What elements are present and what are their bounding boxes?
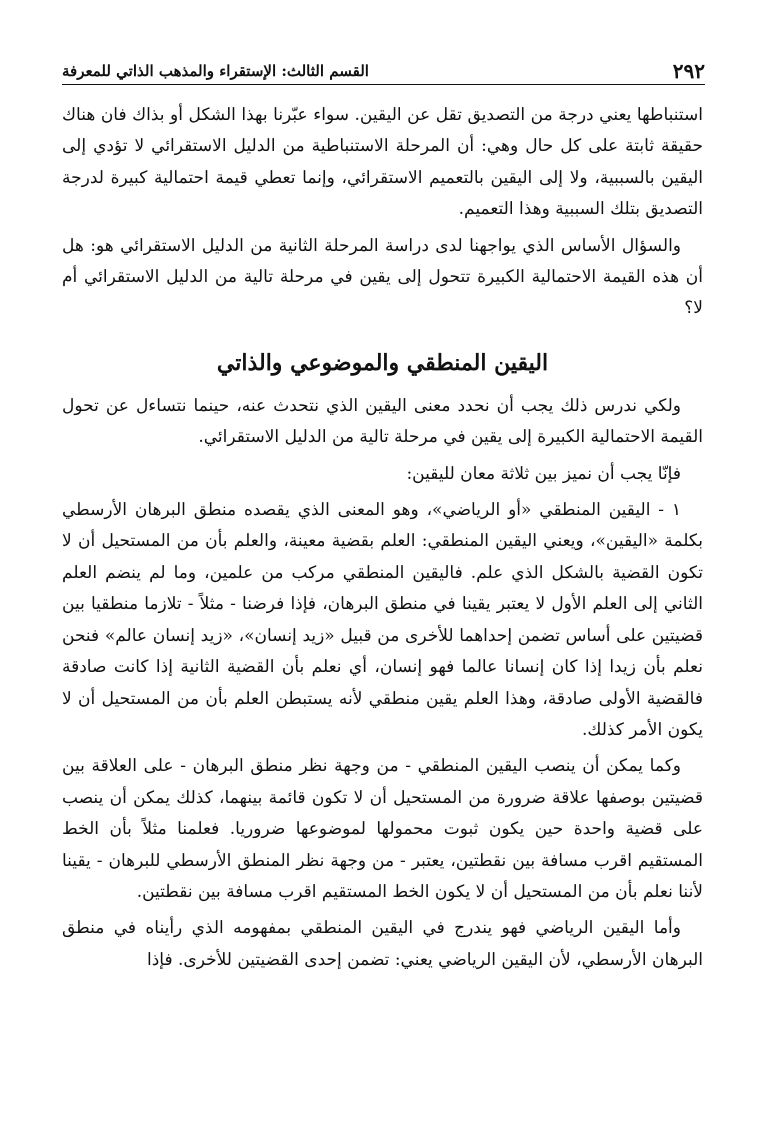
paragraph-7: وأما اليقين الرياضي فهو يندرج في اليقين المنطقي بمفهومه الذي رأيناه في منطق البرهان الأرسطي، لأن اليقين الرياضي يعني: تضمن إحدى القضيتين للأخرى. فإذا <box>62 918 703 970</box>
page-number: ٢٩٢ <box>672 59 705 83</box>
paragraph-6: وكما يمكن أن ينصب اليقين المنطقي - من وجهة نظر منطق البرهان - على العلاقة بين قضيتين بوصفها علاقة ضرورة من المستحيل أن لا تكون قائمة بينهما، كذلك يمكن أن ينصب على قضية واحدة حين يكون ثبوت محمولها لموضوعها ضروريا. فعلمنا مثلاً بأن الخط المستقيم اقرب مسافة بين نقطتين، يعتبر - من وجهة نظر المنطق الأرسطي للبرهان - يقينا لأننا نعلم بأن من المستحيل أن لا يكون الخط المستقيم اقرب مسافة بين نقطتين. <box>62 756 703 902</box>
paragraph-1: استنباطها يعني درجة من التصديق تقل عن اليقين. سواء عبّرنا بهذا الشكل أو بذاك فان هناك حقيقة ثابتة على كل حال وهي: أن المرحلة الاستنباطية من الدليل الاستقرائي لا تؤدي إلى اليقين بالسببية، ولا إلى اليقين بالتعميم الاستقرائي، وإنما تعطي قيمة احتمالية كبيرة لدرجة التصديق بتلك السببية وهذا التعميم. <box>62 105 703 220</box>
page-body <box>62 100 703 981</box>
paragraph-5: ١ - اليقين المنطقي «أو الرياضي»، وهو المعنى الذي يقصده منطق البرهان الأرسطي بكلمة «اليقين»، ويعني اليقين المنطقي: العلم بقضية معينة، والعلم بأن من المستحيل أن لا تكون القضية بالشكل الذي علم. فاليقين المنطقي مركب من علمين، وما لم ينضم العلم الثاني إلى العلم الأول لا يعتبر يقينا في منطق البرهان، فإذا فرضنا - مثلاً - تلازما منطقيا بين قضيتين على أساس تضمن إحداهما للأخرى من قبيل «زيد إنسان»، «زيد إنسان عالم» فنحن نعلم بأن زيدا إذا كان إنسانا عالما فهو إنسان، أي نعلم بأن القضية الثانية إذا كانت صادقة فالقضية الأولى صادقة، وهذا العلم يقين منطقي لأنه يستبطن العلم بأن من المستحيل أن لا يكون الأمر كذلك. <box>62 500 703 740</box>
section-heading: اليقين المنطقي والموضوعي والذاتي <box>216 349 549 376</box>
paragraph-3: ولكي ندرس ذلك يجب أن نحدد معنى اليقين الذي نتحدث عنه، حينما نتساءل عن تحول القيمة الاحتمالية الكبيرة إلى يقين في مرحلة تالية من الدليل الاستقرائي. <box>62 395 703 448</box>
page-header <box>62 54 705 85</box>
paragraph-4: فإنّا يجب أن نميز بين ثلاثة معان لليقين: <box>406 463 681 484</box>
paragraph-2: والسؤال الأساس الذي يواجهنا لدى دراسة المرحلة الثانية من الدليل الاستقرائي هو: هل أن هذه القيمة الاحتمالية الكبيرة تتحول إلى يقين في مرحلة تالية من الدليل الاستقرائي أم لا؟ <box>62 235 703 319</box>
running-title: القسم الثالث: الإستقراء والمذهب الذاتي للمعرفة <box>62 62 369 80</box>
